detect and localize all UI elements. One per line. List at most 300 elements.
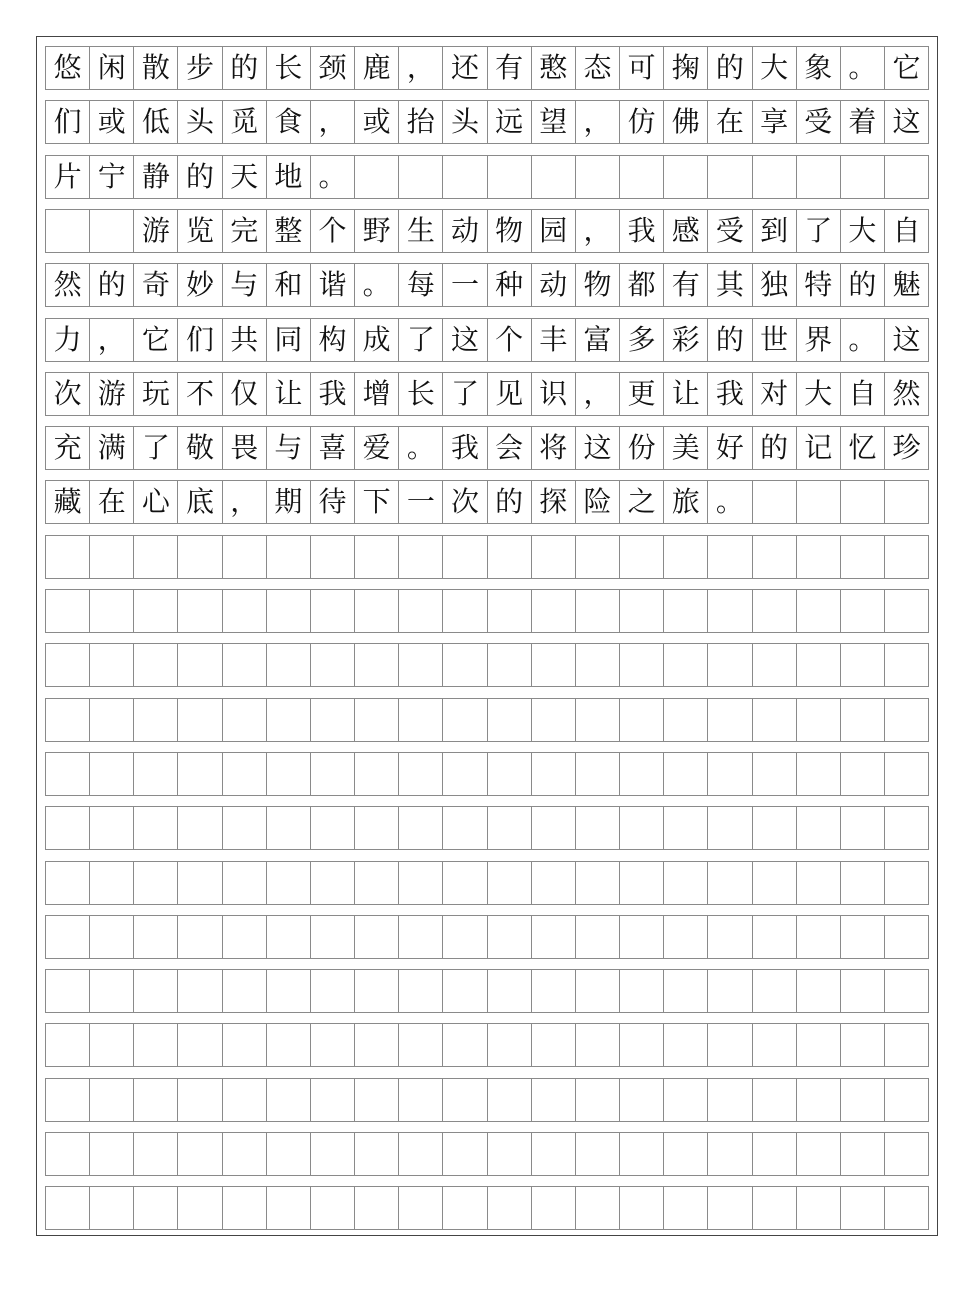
grid-cell-empty — [178, 970, 222, 1012]
grid-cell-empty — [885, 970, 928, 1012]
grid-cell-char: 它 — [134, 319, 178, 361]
grid-cell-empty — [664, 753, 708, 795]
grid-cell-char: 地 — [267, 156, 311, 198]
grid-cell-empty — [797, 1079, 841, 1121]
grid-cell-empty — [664, 644, 708, 686]
grid-cell-empty — [532, 916, 576, 958]
grid-cell-empty — [46, 1079, 90, 1121]
grid-cell-char: 自 — [892, 214, 921, 247]
grid-cell-empty — [223, 916, 267, 958]
grid-cell-char: 有 — [664, 264, 708, 306]
grid-cell-char — [620, 156, 664, 198]
grid-cell-char: 同 — [267, 319, 311, 361]
grid-cell-empty — [620, 1024, 664, 1066]
grid-cell-char: 步 — [178, 47, 222, 89]
grid-cell-empty — [355, 1079, 399, 1121]
grid-cell-char: 散 — [134, 47, 178, 89]
grid-cell-char: 藏 — [46, 481, 90, 523]
grid-cell-empty — [46, 1024, 90, 1066]
grid-cell-empty — [753, 699, 797, 741]
grid-cell-empty — [753, 644, 797, 686]
grid-cell-empty — [46, 1187, 90, 1229]
grid-cell-empty — [267, 644, 311, 686]
grid-cell-empty — [797, 862, 841, 904]
grid-cell-char: 野 — [355, 210, 399, 252]
grid-cell-empty — [488, 1133, 532, 1175]
grid-cell-char — [399, 156, 443, 198]
grid-cell-char: 增 — [355, 373, 399, 415]
grid-cell-empty — [488, 1079, 532, 1121]
grid-cell-empty — [134, 862, 178, 904]
grid-cell-empty — [664, 1079, 708, 1121]
grid-cell-empty — [753, 1187, 797, 1229]
grid-cell-char: 这 — [576, 427, 620, 469]
grid-cell-char: 整 — [267, 210, 311, 252]
grid-cell-empty — [46, 590, 90, 632]
grid-cell-char: 会 — [488, 427, 532, 469]
grid-cell-empty — [267, 699, 311, 741]
grid-cell-char: 了 — [797, 210, 841, 252]
grid-cell-empty — [178, 916, 222, 958]
grid-cell-empty — [664, 862, 708, 904]
grid-cell-empty — [708, 970, 752, 1012]
grid-cell-empty — [46, 536, 90, 578]
grid-cell-char: 待 — [311, 481, 355, 523]
grid-cell-char: 魅 — [892, 268, 921, 301]
grid-cell-char: 食 — [267, 101, 311, 143]
grid-cell-empty — [311, 699, 355, 741]
grid-cell-empty — [311, 862, 355, 904]
grid-cell-char: 妙 — [178, 264, 222, 306]
grid-cell-empty — [355, 1133, 399, 1175]
grid-cell-char: 见 — [488, 373, 532, 415]
grid-cell-char: 更 — [620, 373, 664, 415]
grid-cell-empty — [443, 536, 487, 578]
grid-cell-empty — [797, 807, 841, 849]
grid-cell-empty — [311, 1024, 355, 1066]
grid-cell-empty — [620, 916, 664, 958]
grid-cell-empty — [223, 1024, 267, 1066]
grid-cell-empty — [443, 916, 487, 958]
grid-cell-empty — [708, 644, 752, 686]
grid-row — [45, 46, 929, 90]
grid-cell-empty — [753, 753, 797, 795]
grid-cell-char: 们 — [46, 101, 90, 143]
grid-cell-empty — [532, 1024, 576, 1066]
grid-cell-char: ， — [223, 481, 267, 523]
grid-cell-char: 每 — [399, 264, 443, 306]
grid-cell-empty — [620, 536, 664, 578]
grid-cell-char: 畏 — [223, 427, 267, 469]
grid-cell-empty — [46, 807, 90, 849]
grid-cell-empty — [797, 970, 841, 1012]
grid-cell-empty — [90, 536, 134, 578]
grid-cell-char: 丰 — [532, 319, 576, 361]
grid-cell-empty — [620, 1079, 664, 1121]
grid-cell-char: 充 — [46, 427, 90, 469]
grid-row — [45, 480, 929, 524]
grid-cell-char: 远 — [488, 101, 532, 143]
grid-cell-empty — [355, 699, 399, 741]
grid-cell-empty — [267, 1079, 311, 1121]
grid-cell-empty — [753, 970, 797, 1012]
grid-cell-char — [797, 156, 841, 198]
grid-cell-empty — [576, 699, 620, 741]
grid-cell-char — [532, 156, 576, 198]
grid-cell-char: 。 — [355, 264, 399, 306]
grid-cell-empty — [708, 753, 752, 795]
grid-cell-char: 长 — [267, 47, 311, 89]
grid-cell-char: 识 — [532, 373, 576, 415]
grid-cell-char — [885, 481, 928, 523]
grid-cell-char: 生 — [399, 210, 443, 252]
grid-cell-empty — [90, 753, 134, 795]
grid-cell-empty — [355, 536, 399, 578]
grid-cell-empty — [576, 862, 620, 904]
grid-cell-char: 记 — [797, 427, 841, 469]
grid-cell-char: 长 — [399, 373, 443, 415]
grid-cell-empty — [885, 807, 928, 849]
grid-cell-empty — [620, 970, 664, 1012]
grid-cell-empty — [664, 699, 708, 741]
grid-cell-empty — [443, 753, 487, 795]
grid-cell-empty — [90, 644, 134, 686]
grid-cell-char: ， — [90, 319, 134, 361]
grid-cell-empty — [664, 807, 708, 849]
grid-row — [45, 806, 929, 850]
grid-cell-empty — [134, 1133, 178, 1175]
grid-cell-empty — [399, 753, 443, 795]
grid-cell-char: 富 — [576, 319, 620, 361]
grid-cell-char — [355, 156, 399, 198]
grid-cell-char — [841, 156, 885, 198]
grid-row — [45, 589, 929, 633]
grid-cell-empty — [267, 590, 311, 632]
grid-cell-char: 种 — [488, 264, 532, 306]
grid-cell-char: 美 — [664, 427, 708, 469]
grid-cell-empty — [576, 644, 620, 686]
grid-row — [45, 263, 929, 307]
grid-cell-char: 玩 — [134, 373, 178, 415]
grid-cell-empty — [223, 536, 267, 578]
grid-cell-char: 探 — [532, 481, 576, 523]
grid-row — [45, 1132, 929, 1176]
grid-cell-char: 。 — [841, 47, 885, 89]
grid-cell-char: 的 — [178, 156, 222, 198]
grid-cell-char: 与 — [267, 427, 311, 469]
grid-cell-empty — [223, 1079, 267, 1121]
grid-cell-empty — [90, 699, 134, 741]
grid-cell-empty — [532, 536, 576, 578]
grid-cell-char: 鹿 — [355, 47, 399, 89]
grid-row — [45, 372, 929, 416]
grid-cell-char: 下 — [355, 481, 399, 523]
grid-cell-empty — [753, 590, 797, 632]
grid-cell-char: 我 — [708, 373, 752, 415]
grid-cell-empty — [664, 1133, 708, 1175]
grid-cell-char: 享 — [753, 101, 797, 143]
grid-row — [45, 698, 929, 742]
grid-cell-empty — [46, 862, 90, 904]
grid-cell-char: 到 — [753, 210, 797, 252]
grid-cell-empty — [885, 1024, 928, 1066]
grid-cell-empty — [797, 644, 841, 686]
grid-cell-char: 珍 — [892, 431, 921, 464]
grid-cell-empty — [46, 644, 90, 686]
grid-cell-char: 奇 — [134, 264, 178, 306]
grid-cell-empty — [620, 644, 664, 686]
grid-cell-empty — [576, 1133, 620, 1175]
grid-cell-char: ， — [576, 101, 620, 143]
grid-cell-empty — [708, 1187, 752, 1229]
grid-cell-char — [753, 481, 797, 523]
grid-cell-empty — [885, 1133, 928, 1175]
grid-cell-empty — [399, 590, 443, 632]
grid-cell-empty — [532, 590, 576, 632]
grid-cell-char — [753, 156, 797, 198]
grid-cell-char: 态 — [576, 47, 620, 89]
grid-cell-empty — [311, 590, 355, 632]
grid-row — [45, 535, 929, 579]
grid-cell-char: 头 — [443, 101, 487, 143]
grid-cell-char: 片 — [46, 156, 90, 198]
grid-cell-char: 有 — [488, 47, 532, 89]
grid-cell-char: 险 — [576, 481, 620, 523]
grid-cell-char: 之 — [620, 481, 664, 523]
grid-cell-char: 的 — [223, 47, 267, 89]
grid-cell-empty — [841, 807, 885, 849]
grid-cell-char: 的 — [753, 427, 797, 469]
grid-cell-char — [488, 156, 532, 198]
grid-cell-char: 大 — [797, 373, 841, 415]
grid-cell-empty — [134, 970, 178, 1012]
grid-cell-empty — [532, 753, 576, 795]
grid-cell-char: 我 — [311, 373, 355, 415]
grid-cell-empty — [708, 862, 752, 904]
grid-cell-empty — [90, 970, 134, 1012]
grid-cell-empty — [46, 970, 90, 1012]
grid-cell-empty — [223, 590, 267, 632]
grid-cell-empty — [664, 916, 708, 958]
grid-row — [45, 318, 929, 362]
grid-cell-char: 们 — [178, 319, 222, 361]
grid-cell-char: 低 — [134, 101, 178, 143]
grid-cell-empty — [885, 753, 928, 795]
grid-cell-char: 与 — [223, 264, 267, 306]
grid-cell-empty — [443, 1187, 487, 1229]
grid-cell-char: 宁 — [90, 156, 134, 198]
grid-cell-empty — [576, 753, 620, 795]
grid-cell-empty — [797, 536, 841, 578]
grid-cell-char: 动 — [532, 264, 576, 306]
grid-cell-empty — [708, 536, 752, 578]
grid-cell-char: 多 — [620, 319, 664, 361]
grid-cell-empty — [90, 1133, 134, 1175]
grid-cell-empty — [885, 699, 928, 741]
grid-cell-char: 仅 — [223, 373, 267, 415]
grid-cell-char — [664, 156, 708, 198]
grid-cell-empty — [443, 807, 487, 849]
grid-cell-char: 静 — [134, 156, 178, 198]
grid-cell-empty — [797, 1133, 841, 1175]
grid-cell-char: 头 — [178, 101, 222, 143]
grid-cell-empty — [576, 807, 620, 849]
grid-cell-empty — [576, 1079, 620, 1121]
grid-cell-empty — [664, 590, 708, 632]
grid-cell-char: 。 — [311, 156, 355, 198]
grid-cell-empty — [399, 1079, 443, 1121]
grid-cell-char: 闲 — [90, 47, 134, 89]
grid-cell-char: 个 — [488, 319, 532, 361]
grid-cell-char: 在 — [708, 101, 752, 143]
grid-cell-empty — [443, 590, 487, 632]
grid-cell-char: 次 — [46, 373, 90, 415]
grid-cell-char: 。 — [708, 481, 752, 523]
grid-cell-char: 谐 — [311, 264, 355, 306]
grid-cell-empty — [753, 807, 797, 849]
grid-cell-empty — [576, 970, 620, 1012]
grid-cell-empty — [355, 753, 399, 795]
grid-cell-empty — [311, 916, 355, 958]
grid-row — [45, 752, 929, 796]
grid-cell-empty — [311, 753, 355, 795]
grid-row — [45, 643, 929, 687]
grid-cell-empty — [532, 1187, 576, 1229]
grid-cell-empty — [90, 916, 134, 958]
grid-cell-empty — [399, 699, 443, 741]
grid-cell-empty — [841, 644, 885, 686]
grid-row — [45, 1186, 929, 1230]
grid-cell-char: 物 — [488, 210, 532, 252]
grid-cell-empty — [90, 590, 134, 632]
grid-cell-empty — [399, 862, 443, 904]
grid-cell-empty — [532, 807, 576, 849]
grid-cell-empty — [841, 916, 885, 958]
grid-cell-empty — [178, 1079, 222, 1121]
grid-cell-char: 自 — [841, 373, 885, 415]
grid-cell-char: 完 — [223, 210, 267, 252]
grid-cell-empty — [753, 1133, 797, 1175]
grid-cell-char: 大 — [753, 47, 797, 89]
grid-cell-char: 的 — [90, 264, 134, 306]
grid-cell-char: 憨 — [532, 47, 576, 89]
grid-cell-empty — [399, 970, 443, 1012]
grid-cell-empty — [178, 862, 222, 904]
grid-cell-char: 构 — [311, 319, 355, 361]
grid-cell-empty — [885, 916, 928, 958]
grid-cell-empty — [443, 1133, 487, 1175]
grid-cell-empty — [223, 807, 267, 849]
grid-cell-empty — [443, 1079, 487, 1121]
grid-cell-empty — [664, 536, 708, 578]
grid-row — [45, 915, 929, 959]
grid-cell-char: 然 — [46, 264, 90, 306]
grid-cell-empty — [620, 862, 664, 904]
grid-cell-char: 或 — [90, 101, 134, 143]
grid-cell-char: 颈 — [311, 47, 355, 89]
grid-cell-empty — [576, 536, 620, 578]
grid-cell-empty — [708, 699, 752, 741]
grid-cell-char: 好 — [708, 427, 752, 469]
grid-cell-empty — [399, 1133, 443, 1175]
grid-cell-char: ， — [399, 47, 443, 89]
grid-cell-empty — [488, 536, 532, 578]
grid-cell-empty — [841, 590, 885, 632]
grid-cell-empty — [134, 590, 178, 632]
grid-cell-empty — [267, 1187, 311, 1229]
grid-cell-empty — [443, 970, 487, 1012]
grid-cell-char: 感 — [664, 210, 708, 252]
grid-cell-empty — [620, 590, 664, 632]
grid-cell-empty — [841, 1187, 885, 1229]
grid-cell-char: 不 — [178, 373, 222, 415]
grid-cell-char: 大 — [841, 210, 885, 252]
grid-cell-char: 忆 — [841, 427, 885, 469]
grid-cell-empty — [46, 753, 90, 795]
grid-cell-empty — [488, 807, 532, 849]
grid-cell-char: 我 — [620, 210, 664, 252]
grid-cell-empty — [443, 1024, 487, 1066]
grid-cell-char — [841, 481, 885, 523]
grid-cell-empty — [841, 1024, 885, 1066]
grid-cell-char: 在 — [90, 481, 134, 523]
grid-cell-char: 园 — [532, 210, 576, 252]
grid-cell-char: 底 — [178, 481, 222, 523]
grid-cell-char: 了 — [399, 319, 443, 361]
grid-cell-char: 敬 — [178, 427, 222, 469]
grid-cell-empty — [178, 644, 222, 686]
grid-cell-char: 这 — [443, 319, 487, 361]
grid-cell-empty — [267, 1024, 311, 1066]
grid-cell-char: 一 — [443, 264, 487, 306]
grid-cell-empty — [797, 1024, 841, 1066]
grid-cell-empty — [620, 807, 664, 849]
grid-cell-empty — [708, 807, 752, 849]
grid-cell-char: 都 — [620, 264, 664, 306]
grid-row — [45, 1078, 929, 1122]
grid-cell-char: 的 — [488, 481, 532, 523]
grid-cell-empty — [267, 807, 311, 849]
grid-cell-char: 彩 — [664, 319, 708, 361]
grid-cell-empty — [311, 970, 355, 1012]
grid-cell-empty — [620, 1133, 664, 1175]
grid-cell-empty — [488, 862, 532, 904]
grid-cell-empty — [267, 862, 311, 904]
grid-cell-empty — [488, 1187, 532, 1229]
grid-cell-empty — [46, 1133, 90, 1175]
grid-cell-char: 个 — [311, 210, 355, 252]
grid-cell-empty — [532, 1079, 576, 1121]
grid-cell-empty — [532, 644, 576, 686]
grid-cell-char: 觅 — [223, 101, 267, 143]
grid-cell-empty — [178, 1187, 222, 1229]
grid-cell-empty — [664, 970, 708, 1012]
grid-cell-empty — [532, 862, 576, 904]
grid-cell-empty — [797, 753, 841, 795]
grid-cell-empty — [841, 862, 885, 904]
grid-cell-char: 游 — [134, 210, 178, 252]
grid-cell-char: 受 — [797, 101, 841, 143]
grid-cell-char: ， — [576, 373, 620, 415]
grid-cell-empty — [708, 1079, 752, 1121]
grid-cell-char: 它 — [892, 51, 921, 84]
grid-cell-empty — [885, 644, 928, 686]
grid-cell-empty — [443, 699, 487, 741]
grid-cell-empty — [223, 1133, 267, 1175]
grid-cell-char: 望 — [532, 101, 576, 143]
grid-cell-empty — [355, 644, 399, 686]
grid-cell-char: 可 — [620, 47, 664, 89]
